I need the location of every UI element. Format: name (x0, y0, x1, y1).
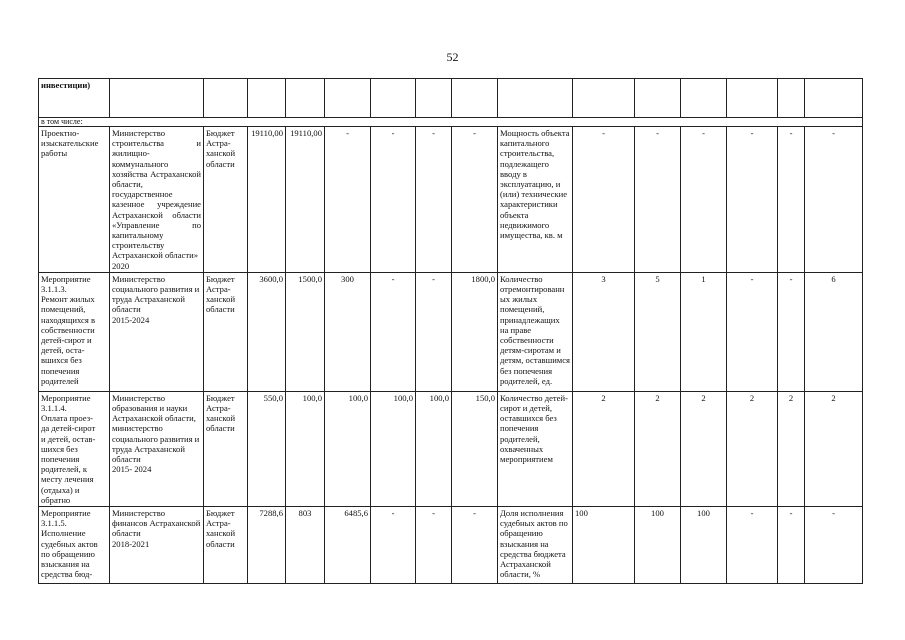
indicator-value: 2 (778, 391, 805, 506)
indicator-value: 2 (727, 391, 778, 506)
table-row (39, 507, 863, 584)
table-row (39, 391, 863, 506)
indicator-value: 2 (635, 391, 681, 506)
total-amount: 3600,0 (248, 272, 286, 391)
table-row (39, 127, 863, 273)
top-row-label: инвестиции) (39, 79, 110, 118)
funding-source: Бюджет Астра- ханской области (204, 127, 248, 273)
indicator-value: 2 (573, 391, 635, 506)
table-row (39, 79, 863, 118)
indicator-value: - (681, 127, 727, 273)
empty-cell (248, 79, 286, 118)
measure-name: Мероприятие 3.1.1.4. Оплата проез- да детей-сирот и детей, остав- шихся без попечения родителей, к месту лечения (отдыха) и обратно (39, 391, 110, 506)
year-amount: - (416, 127, 452, 273)
empty-cell (635, 79, 681, 118)
indicator-value: 100 (573, 507, 635, 584)
indicator-value: - (778, 272, 805, 391)
executor-cell: Министерство образования и науки Астраханской области, министерство социального развития и труда Астраханской области 2015- 2024 (110, 391, 204, 506)
indicator-value: 2 (805, 391, 863, 506)
year-amount: 6485,6 (325, 507, 371, 584)
indicator-value: - (635, 127, 681, 273)
empty-cell (371, 79, 416, 118)
indicator-value: 5 (635, 272, 681, 391)
indicator-value: - (727, 272, 778, 391)
indicator-cell: Количество детей-сирот и детей, оставшихся без попечения родителей, охваченных мероприятием (498, 391, 573, 506)
indicator-value: 2 (681, 391, 727, 506)
program-table (38, 78, 863, 584)
empty-cell (110, 79, 204, 118)
year-amount: 100,0 (325, 391, 371, 506)
year-amount: 100,0 (286, 391, 325, 506)
table-row (39, 272, 863, 391)
indicator-value: 3 (573, 272, 635, 391)
empty-cell (573, 79, 635, 118)
executor-cell: Министерство социального развития и труда Астраханской области 2015-2024 (110, 272, 204, 391)
page-number: 52 (446, 50, 459, 64)
subheader: в том числе: (39, 118, 863, 127)
year-amount: - (452, 127, 498, 273)
year-amount: - (452, 507, 498, 584)
indicator-value: - (805, 507, 863, 584)
empty-cell (325, 79, 371, 118)
total-amount: 19110,00 (248, 127, 286, 273)
year-amount: 1800,0 (452, 272, 498, 391)
year-amount: - (371, 127, 416, 273)
empty-cell (416, 79, 452, 118)
indicator-value: - (727, 127, 778, 273)
year-amount: 803 (286, 507, 325, 584)
year-amount: 1500,0 (286, 272, 325, 391)
year-amount: 100,0 (416, 391, 452, 506)
year-amount: 100,0 (371, 391, 416, 506)
indicator-value: 100 (681, 507, 727, 584)
executor-cell: Министерство строительства и жилищно-коммунального хозяйства Астраханской области, государственное казенное учреждение Астраханской области «Управление по капитальному строительству Астраханской области» 2020 (110, 127, 204, 273)
year-amount: - (325, 127, 371, 273)
funding-source: Бюджет Астра- ханской области (204, 391, 248, 506)
year-amount: 150,0 (452, 391, 498, 506)
funding-source: Бюджет Астра- ханской области (204, 272, 248, 391)
empty-cell (727, 79, 778, 118)
empty-cell (805, 79, 863, 118)
empty-cell (778, 79, 805, 118)
year-amount: - (371, 272, 416, 391)
funding-source: Бюджет Астра- ханской области (204, 507, 248, 584)
empty-cell (498, 79, 573, 118)
empty-cell (204, 79, 248, 118)
indicator-value: - (778, 127, 805, 273)
total-amount: 550,0 (248, 391, 286, 506)
indicator-value: - (573, 127, 635, 273)
measure-name: Мероприятие 3.1.1.5. Исполнение судебных актов по обращению взыскания на средства бюд- (39, 507, 110, 584)
measure-name: Проектно- изыскательские работы (39, 127, 110, 273)
table-row (39, 118, 863, 127)
empty-cell (452, 79, 498, 118)
measure-name: Мероприятие 3.1.1.3. Ремонт жилых помещений, находящихся в собственности детей-сирот и детей, оста- вшихся без попечения родителей (39, 272, 110, 391)
indicator-value: 100 (635, 507, 681, 584)
indicator-value: 6 (805, 272, 863, 391)
year-amount: - (371, 507, 416, 584)
year-amount: - (416, 272, 452, 391)
year-amount: - (416, 507, 452, 584)
empty-cell (681, 79, 727, 118)
indicator-value: 1 (681, 272, 727, 391)
indicator-cell: Мощность объекта капитального строительства, подлежащего вводу в эксплуатацию, и (или) технические характеристики объекта недвижимого имущества, кв. м (498, 127, 573, 273)
empty-cell (286, 79, 325, 118)
indicator-value: - (805, 127, 863, 273)
indicator-cell: Доля исполнения судебных актов по обращению взыскания на средства бюджета Астраханской области, % (498, 507, 573, 584)
year-amount: 300 (325, 272, 371, 391)
indicator-value: - (727, 507, 778, 584)
indicator-cell: Количество отремонтированных жилых помещений, принадлежащих на праве собственности детям-сиротам и детям, оставшимся без попечения родителей, ед. (498, 272, 573, 391)
year-amount: 19110,00 (286, 127, 325, 273)
executor-cell: Министерство финансов Астраханской области 2018-2021 (110, 507, 204, 584)
total-amount: 7288,6 (248, 507, 286, 584)
indicator-value: - (778, 507, 805, 584)
